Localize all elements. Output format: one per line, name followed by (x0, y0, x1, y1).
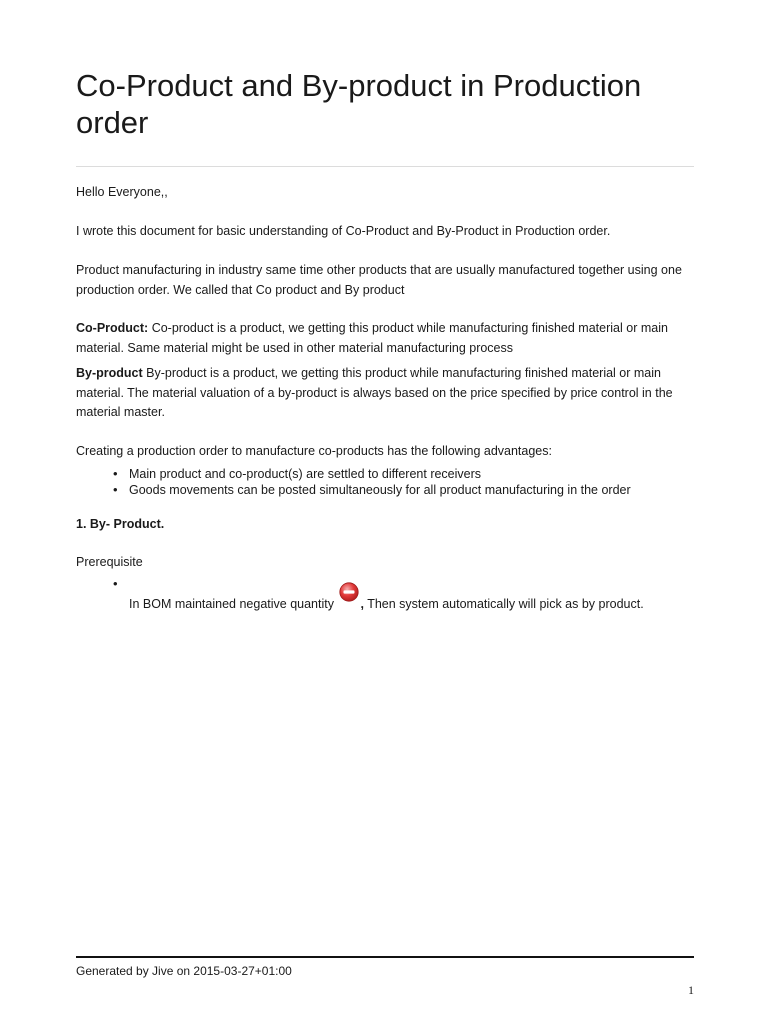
section-heading (76, 515, 694, 535)
prerequisite-text-after: Then system automatically will pick as by product. (363, 597, 644, 611)
greeting-text: Hello Everyone,, (76, 185, 168, 199)
overview-paragraph: Product manufacturing in industry same time other products that are usually manufactured together using one production order. We called that Co product and By product (76, 263, 682, 297)
title-divider (76, 166, 694, 167)
section-heading-text: 1. By- Product. (76, 517, 165, 531)
bullet-icon: • (113, 482, 118, 497)
list-item-text: Goods movements can be posted simultaneously for all product manufacturing in the order (129, 483, 631, 497)
bullet-icon: • (113, 466, 118, 481)
footer-divider (76, 956, 694, 958)
by-product-definition: By-product is a product, we getting this product while manufacturing finished material or main material. The material valuation of a by-product is always based on the price specified by price control in the material master. (76, 366, 673, 419)
intro-paragraph: I wrote this document for basic understanding of Co-Product and By-Product in Production order. (76, 224, 611, 238)
page-title: Co-Product and By-product in Production order (76, 68, 642, 140)
prerequisite-text-before: In BOM maintained negative quantity (129, 597, 338, 611)
prerequisite-text (129, 590, 644, 612)
stop-icon (339, 582, 359, 602)
document-page (76, 0, 694, 1024)
bullet-icon: • (113, 576, 118, 591)
prerequisite-comma: , (360, 597, 364, 611)
list-item-text: Main product and co-product(s) are settled to different receivers (129, 467, 482, 481)
by-product-term: By-product (76, 366, 143, 380)
advantages-list (76, 466, 694, 498)
advantages-intro: Creating a production order to manufacture co-products has the following advantages: (76, 444, 552, 458)
by-product-paragraph (76, 364, 694, 423)
co-product-definition: Co-product is a product, we getting this product while manufacturing finished material or main material. Same material might be used in other material manufacturing process (76, 321, 668, 355)
co-product-paragraph (76, 319, 694, 358)
page-number: 1 (688, 983, 694, 997)
prerequisite-label: Prerequisite (76, 555, 143, 569)
footer-generated-text: Generated by Jive on 2015-03-27+01:00 (76, 964, 292, 978)
co-product-term: Co-Product: (76, 321, 149, 335)
list-item (76, 482, 694, 498)
prerequisite-list-item (76, 576, 694, 611)
list-item (76, 466, 694, 482)
